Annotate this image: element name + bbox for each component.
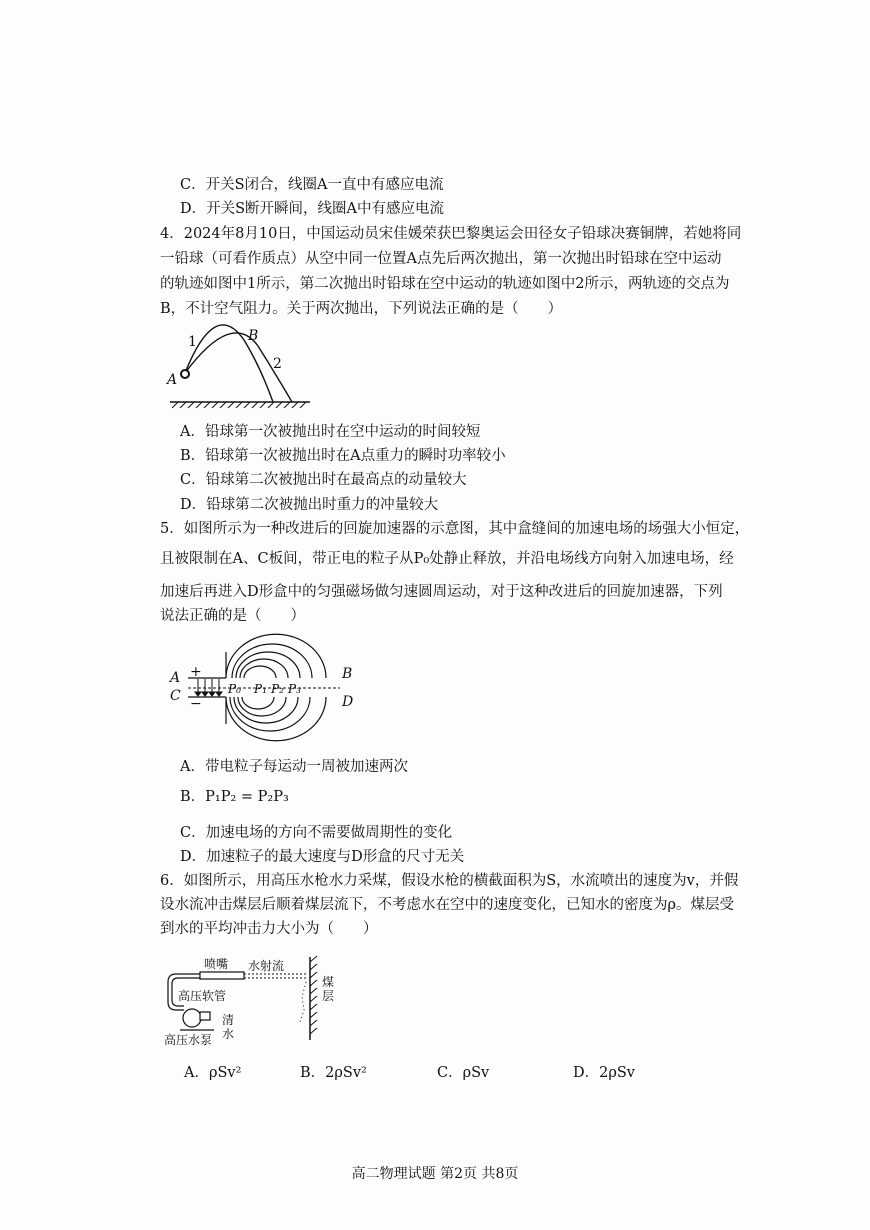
falling-water: [300, 982, 306, 1022]
q6-stem-line-1: 6．如图所示，用高压水枪水力采煤，假设水枪的横截面积为S，水流喷出的速度为v，并假: [160, 873, 739, 889]
q5-stem-line-4: 说法正确的是（ ）: [160, 608, 305, 624]
label-jet: 水射流: [248, 959, 285, 973]
trajectory-1: [185, 325, 273, 402]
q4-option-d: D．铅球第二次被抛出时重力的冲量较大: [180, 497, 439, 513]
label-clear-water-2: 水: [222, 1027, 235, 1041]
q3-option-d: D．开关S断开瞬间，线圈A中有感应电流: [180, 201, 445, 217]
q5-option-d: D．加速粒子的最大速度与D形盒的尺寸无关: [180, 849, 465, 865]
minus-sign: −: [190, 696, 202, 712]
label-nozzle: 喷嘴: [204, 957, 229, 971]
label-b: B: [248, 328, 259, 344]
plus-sign: +: [190, 664, 202, 680]
label-a: A: [170, 670, 181, 686]
q4-stem-line-4: B，不计空气阻力。关于两次抛出，下列说法正确的是（ ）: [160, 301, 563, 317]
q5-option-b: B．P₁P₂ = P₂P₃: [180, 789, 289, 805]
upper-orbits: [226, 634, 326, 678]
label-coal-2: 层: [322, 989, 335, 1003]
q6-answer-row: [180, 1061, 700, 1081]
label-hose: 高压软管: [178, 989, 227, 1003]
q6-option-d: D．2ρSv: [573, 1065, 636, 1081]
nozzle: [200, 972, 244, 979]
page-footer: 高二物理试题 第2页 共8页: [351, 1166, 519, 1182]
pump-outlet: [200, 1012, 210, 1020]
q5-cyclotron-figure: [160, 632, 360, 747]
label-pump: 高压水泵: [164, 1033, 213, 1047]
q4-stem-line-2: 一铅球（可看作质点）从空中同一位置A点先后两次抛出，第一次抛出时铅球在空中运动: [160, 251, 722, 267]
q4-stem-line-1: 4．2024年8月10日，中国运动员宋佳媛荣获巴黎奥运会田径女子铅球决赛铜牌，若她将同: [160, 226, 742, 242]
q4-option-a: A．铅球第一次被抛出时在空中运动的时间较短: [180, 424, 481, 440]
q6-water-jet-figure: [160, 952, 340, 1048]
q6-option-b: B．2ρSv²: [300, 1065, 367, 1081]
q6-stem-line-2: 设水流冲击煤层后顺着煤层流下，不考虑水在空中的速度变化，已知水的密度为ρ。煤层受: [160, 897, 735, 913]
label-p2: P₂: [271, 682, 284, 696]
pump-body: [183, 1009, 201, 1027]
label-p1: P₁: [254, 682, 267, 696]
q4-trajectory-figure: [160, 318, 320, 410]
label-coal-1: 煤: [322, 975, 335, 989]
q6-stem-line-3: 到水的平均冲击力大小为（ ）: [160, 921, 378, 937]
label-b: B: [342, 666, 353, 682]
q5-option-c: C．加速电场的方向不需要做周期性的变化: [180, 825, 453, 841]
q6-option-c: C．ρSv: [437, 1065, 490, 1081]
coal-hatch: [310, 956, 317, 1034]
q4-option-c: C．铅球第二次被抛出时在最高点的动量较大: [180, 472, 467, 488]
label-2: 2: [273, 356, 282, 372]
label-p0: P₀: [228, 682, 241, 696]
q6-option-a: A．ρSv²: [184, 1065, 242, 1081]
label-1: 1: [188, 334, 197, 350]
ground-hatch: [172, 402, 306, 408]
label-p3: P₃: [288, 682, 301, 696]
q5-option-a: A．带电粒子每运动一周被加速两次: [180, 759, 408, 775]
q5-stem-line-1: 5．如图所示为一种改进后的回旋加速器的示意图，其中盒缝间的加速电场的场强大小恒定，: [160, 521, 750, 537]
q4-option-b: B．铅球第一次被抛出时在A点重力的瞬时功率较小: [180, 448, 506, 464]
label-c: C: [170, 688, 181, 704]
q5-stem-line-3: 加速后再进入D形盒中的匀强磁场做匀速圆周运动，对于这种改进后的回旋加速器，下列: [160, 584, 723, 600]
q4-stem-line-3: 的轨迹如图中1所示，第二次抛出时铅球在空中运动的轨迹如图中2所示，两轨迹的交点为: [160, 276, 730, 292]
label-clear-water-1: 清: [222, 1013, 235, 1027]
point-a-marker: [181, 370, 189, 378]
q3-option-c: C．开关S闭合，线圈A一直中有感应电流: [180, 177, 444, 193]
q5-stem-line-2: 且被限制在A、C板间，带正电的粒子从P₀处静止释放，并沿电场线方向射入加速电场，经: [160, 551, 734, 567]
label-d: D: [342, 694, 354, 710]
label-a: A: [167, 372, 178, 388]
lower-orbits: [226, 697, 326, 741]
